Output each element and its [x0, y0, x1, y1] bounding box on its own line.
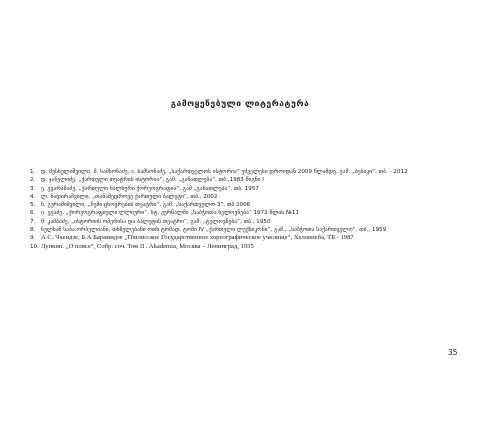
reference-number: 4. [30, 193, 36, 200]
reference-number: 5. [30, 202, 36, 209]
reference-item [30, 209, 438, 217]
page-number: 35 [448, 348, 458, 357]
reference-number: 7. [30, 218, 36, 225]
reference-item [30, 168, 438, 176]
reference-item [30, 226, 438, 234]
reference-number: 10. [30, 243, 39, 250]
reference-number: 2. [30, 177, 36, 184]
reference-item [30, 201, 438, 209]
reference-number: 8. [30, 227, 36, 234]
reference-number: 1. [30, 169, 36, 175]
reference-text: ნ. გურამიშვილი, „ჩემი ცხოვრების თეატრი“, გამ. „საქართველო-3“, თბ.2006 [41, 202, 251, 209]
reference-text: დ. ჯანელიძე, „ქართული თეატრის ისტორია“, გამ. „განათლება“, თბ.,1983 წიგნი I [41, 177, 264, 184]
reference-text: ლ. ნადირაშვილი, „თანამედროვე ქართული ბალეტი“, თბ., 2002 [41, 193, 218, 200]
references-heading: გამოყენებული ლიტერატურა [170, 98, 310, 108]
reference-number: 6. [30, 210, 36, 217]
reference-text: А.С. Чхеидзе, Б.А Барамидзе „Тбилисское Государственное хореографическое училище“, Хеловнеба, ТБ - 1987 [41, 234, 354, 242]
reference-number: 9. [30, 235, 36, 242]
reference-text: მ. კამბაძე, „ისტორიის ოპერისა და ბალეტის თეატრი“, გამ. „ტელოვნება“, თბ., 1950 [41, 218, 271, 225]
reference-text: სულხან საბა ორბელიანი, თხზულებანი ოთხ ტომად, ტომი IV „ქართული ლექსიკონი“, გამ., „საბჭოთა საქართველო“, თბ., 1959 [41, 227, 387, 234]
reference-item [30, 185, 438, 193]
reference-text: Лункин. „О плясе“, Собр. соч. Том II . Akademia, Москва – Ленинград, 1935 [41, 242, 254, 250]
reference-item [30, 218, 438, 226]
reference-text: ი. ეგაძე, „ქორეოგრაფიული ლლიური“, სტ. ჟურნალში „საბჭოთა ხელოვნება“ 1972 წლის №11 [41, 210, 299, 217]
reference-text: დ. მუსხელიშვილი, მ. სამსონაძე, ა. სამსონაძე, „საქართველოს ისტორია“ უძველესი დროიდან 2009 წლამდე. გამ. „ბესიკი“, თბ. - 2012 [41, 169, 408, 175]
reference-number: 3. [30, 185, 36, 192]
reference-text: ე. გვარამაძე, „ქართული ხალხური ქორეოგრაფია“, გამ „განათლება“, თბ. 1957 [41, 185, 259, 192]
references-list [30, 168, 438, 251]
reference-item [30, 193, 438, 201]
reference-item [30, 234, 438, 242]
reference-item [30, 243, 438, 251]
reference-item [30, 176, 438, 184]
